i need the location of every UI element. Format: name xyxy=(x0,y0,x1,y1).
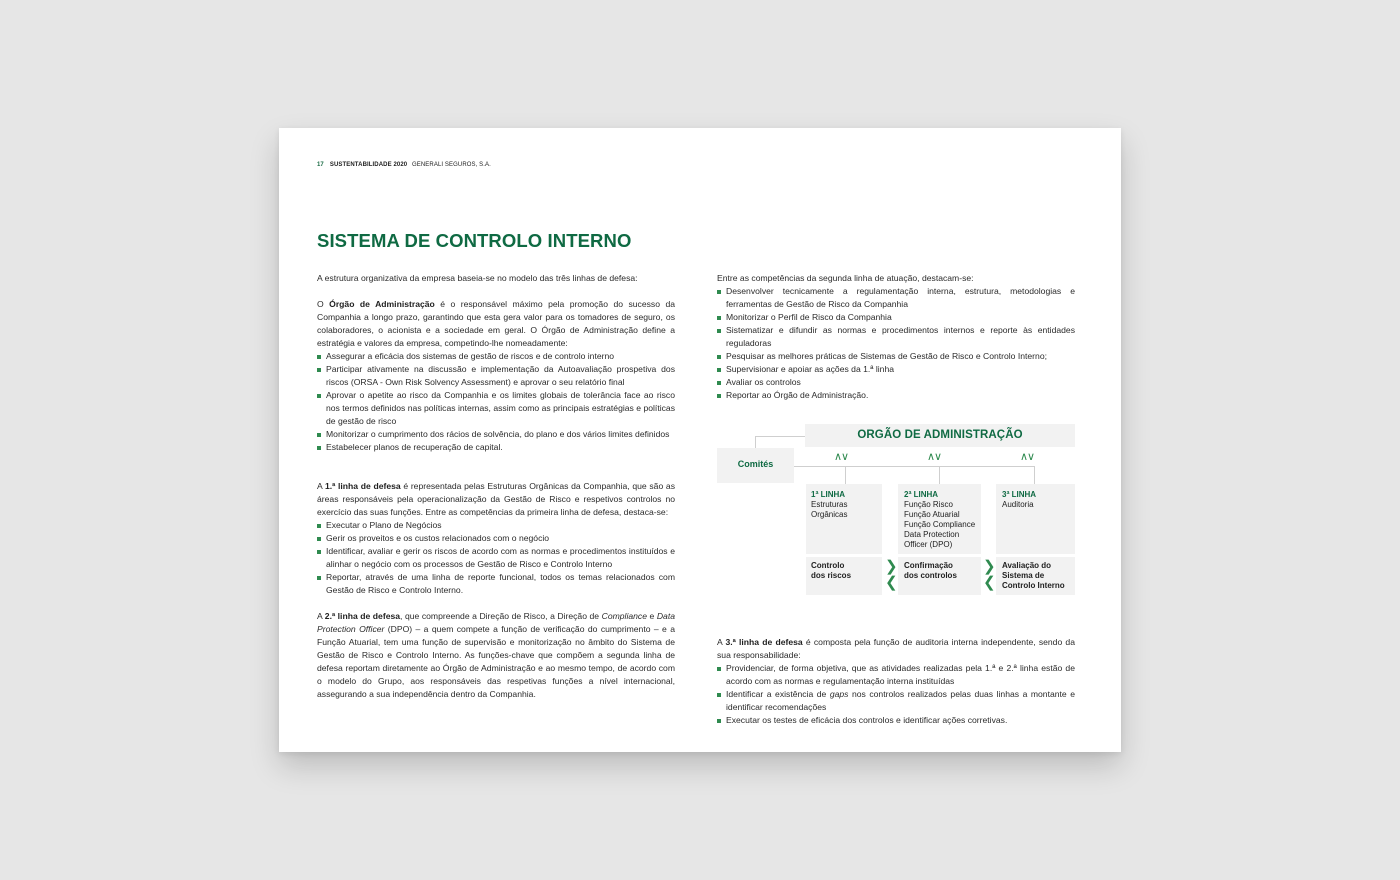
admin-list xyxy=(317,350,675,454)
admin-label: ORGÃO DE ADMINISTRAÇÃO xyxy=(857,429,1023,441)
left-column xyxy=(317,272,675,701)
second-line-paragraph: A 2.ª linha de defesa, que compreende a Direção de Risco, a Direção de Compliance e Data Protection Officer (DPO) – a quem compete a função de verificação do cumprimento – e a Função Atuarial, tem uma função de supervisão e monitorização no âmbito do Sistema de Gestão de Risco e Controlo Interno. As funções-chave que compõem a segunda linha de defesa reportam diretamente ao Órgão de Administração e ao mesmo tempo, de acordo com o modelo do Grupo, aos responsáveis das respetivas funções a nível internacional, assegurando a sua independência dentro da Companhia. xyxy=(317,611,675,699)
first-line-label: 1ª LINHA Estruturas Orgânicas xyxy=(811,490,848,519)
third-line-list xyxy=(717,662,1075,727)
list-item: Reportar, através de uma linha de reporte funcional, todos os temas relacionados com Gestão de Risco e Controlo Interno. xyxy=(317,571,675,597)
second-line-intro: Entre as competências da segunda linha de atuação, destacam-se: xyxy=(717,273,974,283)
list-item: Avaliar os controlos xyxy=(717,376,1075,389)
list-item: Participar ativamente na discussão e implementação da Autoavaliação prospetiva dos riscos (ORSA - Own Risk Solvency Assessment) e aprovar o seu relatório final xyxy=(317,363,675,389)
list-item: Reportar ao Órgão de Administração. xyxy=(717,389,1075,402)
list-item: Estabelecer planos de recuperação de capital. xyxy=(317,441,675,454)
second-line-outcome: Confirmação dos controlos xyxy=(904,561,957,580)
list-item: Identificar a existência de gaps nos controlos realizados pelas duas linhas a montante e identificar recomendações xyxy=(717,688,1075,714)
connector-line xyxy=(845,466,846,484)
second-line-label: 2ª LINHA Função Risco Função Atuarial Função Compliance Data Protection Officer (DPO) xyxy=(904,490,976,549)
second-line-list xyxy=(717,285,1075,402)
right-column-top xyxy=(717,272,1075,402)
chevron-up-down-icon: ∧∨ xyxy=(834,451,849,463)
connector-line xyxy=(755,436,756,448)
list-item: Aprovar o apetite ao risco da Companhia e os limites globais de tolerância face ao risco nos termos definidos nas políticas internas, assim como as principais estratégias e políticas de gestão de risco xyxy=(317,389,675,428)
intro-text: A estrutura organizativa da empresa baseia-se no modelo das três linhas de defesa: xyxy=(317,273,638,283)
list-item: Supervisionar e apoiar as ações da 1.ª linha xyxy=(717,363,1075,376)
connector-line xyxy=(755,436,805,437)
arrow-right-icon: ❯ xyxy=(885,558,898,575)
report-name: SUSTENTABILIDADE 2020 xyxy=(329,162,408,168)
document-page xyxy=(279,128,1121,752)
chevron-up-down-icon: ∧∨ xyxy=(927,451,942,463)
company-name: GENERALI SEGUROS, S.A. xyxy=(412,162,491,168)
running-header xyxy=(317,162,491,168)
chevron-up-down-icon: ∧∨ xyxy=(1020,451,1035,463)
connector-line xyxy=(794,466,1035,467)
page-number: 17 xyxy=(317,162,324,168)
page-title: SISTEMA DE CONTROLO INTERNO xyxy=(317,230,632,251)
list-item: Sistematizar e difundir as normas e procedimentos internos e reporte às entidades reguladoras xyxy=(717,324,1075,350)
list-item: Executar o Plano de Negócios xyxy=(317,519,675,532)
list-item: Desenvolver tecnicamente a regulamentação interna, estrutura, metodologias e ferramentas de Gestão de Risco da Companhia xyxy=(717,285,1075,311)
list-item: Identificar, avaliar e gerir os riscos de acordo com as normas e procedimentos instituídos e alinhar o negócio com os processos de Gestão de Risco e Controlo Interno xyxy=(317,545,675,571)
list-item: Monitorizar o cumprimento dos rácios de solvência, do plano e dos vários limites definidos xyxy=(317,428,675,441)
connector-line xyxy=(939,466,940,484)
connector-line xyxy=(1034,466,1035,484)
first-line-outcome: Controlo dos riscos xyxy=(811,561,852,580)
admin-paragraph: O Órgão de Administração é o responsável máximo pela promoção do sucesso da Companhia a longo prazo, garantindo que esta gera valor para os tomadores de seguro, os colaboradores, o acionista e a sociedade em geral. O Órgão de Administração define a estratégia e valores da empresa, competindo-lhe nomeadamente: xyxy=(317,299,676,348)
third-line-outcome: Avaliação do Sistema de Controlo Interno xyxy=(1002,561,1065,590)
arrow-left-icon: ❯ xyxy=(885,574,898,591)
comites-label: Comités xyxy=(737,459,774,469)
third-line-paragraph: A 3.ª linha de defesa é composta pela função de auditoria interna independente, sendo da sua responsabilidade: xyxy=(717,637,1075,660)
list-item: Assegurar a eficácia dos sistemas de gestão de riscos e de controlo interno xyxy=(317,350,675,363)
list-item: Pesquisar as melhores práticas de Sistemas de Gestão de Risco e Controlo Interno; xyxy=(717,350,1075,363)
list-item: Monitorizar o Perfil de Risco da Companhia xyxy=(717,311,1075,324)
first-line-list xyxy=(317,519,675,597)
right-column-bottom xyxy=(717,636,1075,727)
third-line-label: 3ª LINHA Auditoria xyxy=(1002,490,1037,509)
list-item: Providenciar, de forma objetiva, que as atividades realizadas pela 1.ª e 2.ª linha estão de acordo com as normas e regulamentação interna instituídas xyxy=(717,662,1075,688)
list-item: Gerir os proveitos e os custos relacionados com o negócio xyxy=(317,532,675,545)
arrow-right-icon: ❯ xyxy=(983,558,996,575)
list-item: Executar os testes de eficácia dos controlos e identificar ações corretivas. xyxy=(717,714,1075,727)
defense-lines-diagram xyxy=(717,424,1075,596)
arrow-left-icon: ❯ xyxy=(983,574,996,591)
first-line-paragraph: A 1.ª linha de defesa é representada pelas Estruturas Orgânicas da Companhia, que são as áreas responsáveis pela operacionalização da Gestão de Risco e respetivos controlos no exercício das suas funções. Entre as competências da primeira linha de defesa, destaca-se: xyxy=(317,481,675,517)
